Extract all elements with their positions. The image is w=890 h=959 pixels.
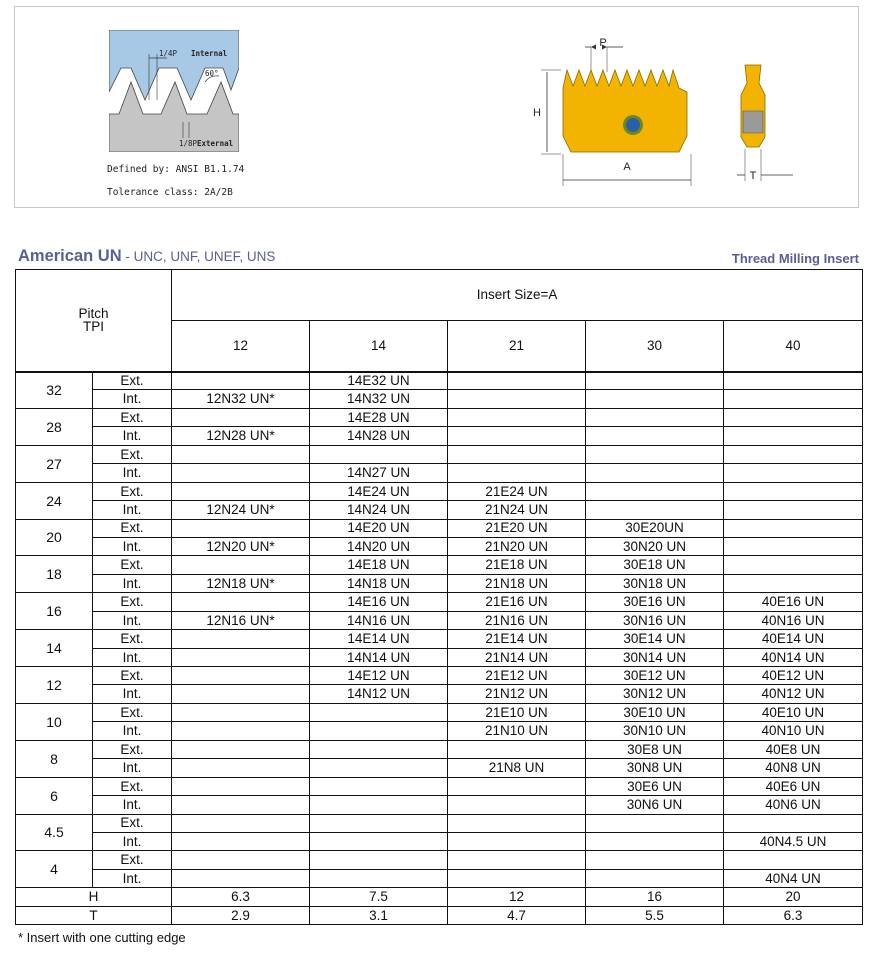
table-row xyxy=(16,869,863,887)
insert-code-cell xyxy=(172,408,310,426)
insert-code-cell xyxy=(724,445,863,463)
int-label-cell: Int. xyxy=(93,759,172,777)
ext-label-cell: Ext. xyxy=(93,851,172,869)
insert-code-cell: 30E14 UN xyxy=(586,630,724,648)
insert-code-cell: 30E18 UN xyxy=(586,556,724,574)
tpi-cell: 27 xyxy=(16,445,93,482)
insert-code-cell: 40N8 UN xyxy=(724,759,863,777)
table-row xyxy=(16,777,863,795)
table-row xyxy=(16,408,863,426)
insert-code-cell: 40N4.5 UN xyxy=(724,832,863,850)
tpi-cell: 4.5 xyxy=(16,814,93,851)
int-label-cell: Int. xyxy=(93,464,172,482)
insert-code-cell: 14E14 UN xyxy=(310,630,448,648)
tpi-cell: 18 xyxy=(16,556,93,593)
insert-code-cell: 14E16 UN xyxy=(310,593,448,611)
insert-code-cell xyxy=(172,869,310,887)
int-label-cell: Int. xyxy=(93,427,172,445)
insert-code-cell: 30E8 UN xyxy=(586,740,724,758)
insert-code-cell: 30N10 UN xyxy=(586,722,724,740)
int-label-cell: Int. xyxy=(93,574,172,592)
insert-code-cell: 30N20 UN xyxy=(586,537,724,555)
insert-code-cell xyxy=(724,408,863,426)
insert-code-cell: 14E24 UN xyxy=(310,482,448,500)
insert-code-cell xyxy=(724,390,863,408)
insert-code-cell: 12N24 UN* xyxy=(172,501,310,519)
insert-code-cell: 30E16 UN xyxy=(586,593,724,611)
size-header-12: 12 xyxy=(172,321,310,372)
table-row xyxy=(16,851,863,869)
table-row xyxy=(16,667,863,685)
insert-code-cell xyxy=(172,796,310,814)
insert-code-cell: 14N12 UN xyxy=(310,685,448,703)
insert-code-cell xyxy=(724,814,863,832)
table-row xyxy=(16,814,863,832)
table-row xyxy=(16,464,863,482)
insert-code-cell: 12N18 UN* xyxy=(172,574,310,592)
int-label-cell: Int. xyxy=(93,796,172,814)
insert-code-cell xyxy=(586,482,724,500)
t-dimension-value: 5.5 xyxy=(586,906,724,924)
insert-code-cell: 30N16 UN xyxy=(586,611,724,629)
insert-code-cell xyxy=(724,464,863,482)
insert-code-cell xyxy=(172,685,310,703)
insert-code-cell xyxy=(172,722,310,740)
insert-code-cell xyxy=(310,832,448,850)
insert-code-cell: 30E20UN xyxy=(586,519,724,537)
insert-code-cell: 30N18 UN xyxy=(586,574,724,592)
table-row xyxy=(16,722,863,740)
h-dimension-value: 20 xyxy=(724,888,863,906)
insert-code-cell xyxy=(172,759,310,777)
insert-code-cell xyxy=(310,777,448,795)
tpi-cell: 10 xyxy=(16,703,93,740)
insert-code-cell xyxy=(586,427,724,445)
int-label-cell: Int. xyxy=(93,869,172,887)
insert-code-cell: 14N32 UN xyxy=(310,390,448,408)
insert-code-cell xyxy=(310,740,448,758)
insert-code-cell: 40N16 UN xyxy=(724,611,863,629)
insert-code-cell: 40E6 UN xyxy=(724,777,863,795)
tpi-cell: 20 xyxy=(16,519,93,556)
insert-code-cell: 21E10 UN xyxy=(448,703,586,721)
insert-code-cell: 12N32 UN* xyxy=(172,390,310,408)
external-label: External xyxy=(197,139,234,148)
insert-code-cell xyxy=(448,427,586,445)
insert-code-cell xyxy=(448,832,586,850)
insert-code-cell xyxy=(172,482,310,500)
insert-code-cell xyxy=(172,703,310,721)
insert-code-cell xyxy=(724,372,863,390)
insert-code-cell xyxy=(448,777,586,795)
insert-code-cell xyxy=(310,814,448,832)
insert-code-cell xyxy=(172,814,310,832)
size-header-21: 21 xyxy=(448,321,586,372)
ext-label-cell: Ext. xyxy=(93,445,172,463)
ext-label-cell: Ext. xyxy=(93,519,172,537)
int-label-cell: Int. xyxy=(93,722,172,740)
ext-label-cell: Ext. xyxy=(93,703,172,721)
insert-code-cell: 14E20 UN xyxy=(310,519,448,537)
insert-code-cell xyxy=(172,556,310,574)
insert-code-cell xyxy=(310,851,448,869)
insert-code-cell: 30E6 UN xyxy=(586,777,724,795)
insert-code-cell: 14E12 UN xyxy=(310,667,448,685)
product-type-label: Thread Milling Insert xyxy=(731,251,859,266)
insert-code-cell: 21N10 UN xyxy=(448,722,586,740)
insert-code-cell: 21E12 UN xyxy=(448,667,586,685)
table-row xyxy=(16,427,863,445)
insert-code-cell: 30N12 UN xyxy=(586,685,724,703)
table-row xyxy=(16,611,863,629)
tpi-cell: 8 xyxy=(16,740,93,777)
h-dimension-value: 6.3 xyxy=(172,888,310,906)
table-row xyxy=(16,574,863,592)
ext-label-cell: Ext. xyxy=(93,630,172,648)
diagram-panel xyxy=(14,6,859,208)
insert-code-cell xyxy=(448,372,586,390)
insert-code-cell: 40N6 UN xyxy=(724,796,863,814)
insert-code-cell xyxy=(448,814,586,832)
insert-code-cell xyxy=(724,851,863,869)
int-label-cell: Int. xyxy=(93,832,172,850)
insert-code-cell: 21N24 UN xyxy=(448,501,586,519)
quarter-pitch-label: 1/4P xyxy=(159,49,178,58)
insert-code-cell xyxy=(586,390,724,408)
height-dim-label: H xyxy=(533,107,541,119)
insert-code-cell xyxy=(172,630,310,648)
thickness-dim-label: T xyxy=(749,170,757,182)
insert-code-cell xyxy=(586,464,724,482)
table-row xyxy=(16,796,863,814)
tolerance-class-text: Tolerance class: 2A/2B xyxy=(107,187,233,198)
table-row xyxy=(16,740,863,758)
insert-code-cell: 40E16 UN xyxy=(724,593,863,611)
insert-code-cell: 21E16 UN xyxy=(448,593,586,611)
int-label-cell: Int. xyxy=(93,685,172,703)
insert-code-cell: 40E10 UN xyxy=(724,703,863,721)
insert-code-cell xyxy=(724,556,863,574)
insert-code-cell xyxy=(586,832,724,850)
insert-code-cell: 40N4 UN xyxy=(724,869,863,887)
insert-code-cell xyxy=(310,759,448,777)
size-header-40: 40 xyxy=(724,321,863,372)
table-row xyxy=(16,445,863,463)
tpi-cell: 4 xyxy=(16,851,93,888)
table-row xyxy=(16,390,863,408)
h-dimension-row xyxy=(16,888,863,906)
h-dimension-value: 16 xyxy=(586,888,724,906)
table-row xyxy=(16,648,863,666)
table-row xyxy=(16,501,863,519)
defined-by-text: Defined by: ANSI B1.1.74 xyxy=(107,164,245,175)
insert-code-cell xyxy=(172,464,310,482)
table-row xyxy=(16,593,863,611)
insert-code-cell xyxy=(724,482,863,500)
insert-code-cell xyxy=(586,445,724,463)
insert-code-cell xyxy=(724,574,863,592)
tpi-cell: 6 xyxy=(16,777,93,814)
insert-code-cell: 40E14 UN xyxy=(724,630,863,648)
insert-code-cell xyxy=(448,851,586,869)
h-dimension-value: 7.5 xyxy=(310,888,448,906)
insert-code-cell xyxy=(724,427,863,445)
table-row xyxy=(16,537,863,555)
int-label-cell: Int. xyxy=(93,537,172,555)
ext-label-cell: Ext. xyxy=(93,777,172,795)
insert-code-cell xyxy=(724,537,863,555)
ext-label-cell: Ext. xyxy=(93,482,172,500)
t-dimension-value: 2.9 xyxy=(172,906,310,924)
t-dimension-value: 4.7 xyxy=(448,906,586,924)
insert-code-cell: 14N14 UN xyxy=(310,648,448,666)
insert-code-cell: 14E28 UN xyxy=(310,408,448,426)
insert-code-cell: 40N14 UN xyxy=(724,648,863,666)
insert-code-cell xyxy=(172,648,310,666)
eighth-pitch-label: 1/8P xyxy=(179,139,198,148)
insert-code-cell xyxy=(586,408,724,426)
insert-code-cell xyxy=(310,703,448,721)
insert-code-cell xyxy=(448,408,586,426)
insert-code-cell: 21E20 UN xyxy=(448,519,586,537)
pitch-dim-label: P xyxy=(599,37,607,49)
insert-code-cell xyxy=(310,796,448,814)
insert-code-cell xyxy=(172,445,310,463)
insert-code-cell: 40N10 UN xyxy=(724,722,863,740)
pitch-header xyxy=(16,270,172,372)
insert-code-cell xyxy=(724,519,863,537)
tpi-cell: 14 xyxy=(16,630,93,667)
table-row xyxy=(16,519,863,537)
tpi-cell: 32 xyxy=(16,372,93,409)
tpi-cell: 12 xyxy=(16,667,93,704)
ext-label-cell: Ext. xyxy=(93,593,172,611)
insert-code-cell: 21N20 UN xyxy=(448,537,586,555)
insert-code-cell: 21N16 UN xyxy=(448,611,586,629)
size-header-14: 14 xyxy=(310,321,448,372)
insert-code-cell: 21N8 UN xyxy=(448,759,586,777)
insert-code-cell: 30N6 UN xyxy=(586,796,724,814)
int-label-cell: Int. xyxy=(93,390,172,408)
insert-code-cell xyxy=(448,869,586,887)
table-row xyxy=(16,372,863,390)
internal-label: Internal xyxy=(191,49,228,58)
insert-code-cell: 14E18 UN xyxy=(310,556,448,574)
tpi-cell: 28 xyxy=(16,408,93,445)
t-dimension-value: 6.3 xyxy=(724,906,863,924)
insert-code-cell: 14N16 UN xyxy=(310,611,448,629)
tpi-cell: 16 xyxy=(16,593,93,630)
insert-code-cell xyxy=(172,372,310,390)
insert-code-cell xyxy=(448,445,586,463)
insert-code-cell: 30N8 UN xyxy=(586,759,724,777)
ext-label-cell: Ext. xyxy=(93,408,172,426)
table-row xyxy=(16,630,863,648)
insert-code-cell: 21N12 UN xyxy=(448,685,586,703)
t-dimension-value: 3.1 xyxy=(310,906,448,924)
insert-code-cell: 21E24 UN xyxy=(448,482,586,500)
size-header-30: 30 xyxy=(586,321,724,372)
pitch-header-line2: TPI xyxy=(83,319,105,335)
insert-code-cell xyxy=(448,464,586,482)
insert-code-cell xyxy=(448,796,586,814)
ext-label-cell: Ext. xyxy=(93,556,172,574)
thread-insert-table xyxy=(15,269,863,925)
insert-code-cell xyxy=(586,851,724,869)
insert-side-view xyxy=(715,47,805,187)
insert-code-cell xyxy=(448,740,586,758)
insert-code-cell: 21N14 UN xyxy=(448,648,586,666)
insert-code-cell: 14N20 UN xyxy=(310,537,448,555)
h-dimension-label: H xyxy=(16,888,172,906)
insert-code-cell xyxy=(586,869,724,887)
table-title xyxy=(18,247,275,266)
insert-code-cell xyxy=(172,667,310,685)
insert-code-cell xyxy=(586,501,724,519)
table-row xyxy=(16,832,863,850)
insert-code-cell xyxy=(448,390,586,408)
table-row xyxy=(16,685,863,703)
angle-label: 60° xyxy=(205,69,219,78)
title-subtitle: - UNC, UNF, UNEF, UNS xyxy=(121,249,276,264)
insert-code-cell: 21E18 UN xyxy=(448,556,586,574)
insert-code-cell xyxy=(172,851,310,869)
title-main: American UN xyxy=(18,247,122,265)
ext-label-cell: Ext. xyxy=(93,740,172,758)
insert-code-cell xyxy=(172,740,310,758)
insert-code-cell: 14N27 UN xyxy=(310,464,448,482)
insert-size-header: Insert Size=A xyxy=(172,270,863,321)
insert-code-cell: 40N12 UN xyxy=(724,685,863,703)
ext-label-cell: Ext. xyxy=(93,814,172,832)
insert-code-cell: 30E10 UN xyxy=(586,703,724,721)
insert-code-cell xyxy=(724,501,863,519)
length-dim-label: A xyxy=(623,161,631,173)
thread-profile-diagram xyxy=(109,30,239,152)
insert-code-cell: 14E32 UN xyxy=(310,372,448,390)
insert-code-cell xyxy=(586,372,724,390)
insert-code-cell xyxy=(172,832,310,850)
insert-code-cell xyxy=(172,593,310,611)
insert-code-cell xyxy=(172,777,310,795)
insert-code-cell: 21N18 UN xyxy=(448,574,586,592)
insert-drawing xyxy=(523,32,713,192)
footnote: * Insert with one cutting edge xyxy=(18,930,186,945)
insert-code-cell: 30N14 UN xyxy=(586,648,724,666)
insert-code-cell: 14N18 UN xyxy=(310,574,448,592)
table-row xyxy=(16,759,863,777)
table-body xyxy=(16,270,863,925)
insert-code-cell xyxy=(310,445,448,463)
table-row xyxy=(16,482,863,500)
t-dimension-label: T xyxy=(16,906,172,924)
insert-code-cell: 12N16 UN* xyxy=(172,611,310,629)
insert-code-cell: 14N24 UN xyxy=(310,501,448,519)
insert-code-cell: 21E14 UN xyxy=(448,630,586,648)
pitch-header-line1: Pitch xyxy=(78,305,109,321)
tpi-cell: 24 xyxy=(16,482,93,519)
insert-code-cell xyxy=(310,869,448,887)
insert-code-cell: 14N28 UN xyxy=(310,427,448,445)
int-label-cell: Int. xyxy=(93,611,172,629)
table-row xyxy=(16,703,863,721)
insert-code-cell: 40E8 UN xyxy=(724,740,863,758)
insert-code-cell: 12N20 UN* xyxy=(172,537,310,555)
table-row xyxy=(16,556,863,574)
insert-code-cell: 12N28 UN* xyxy=(172,427,310,445)
insert-code-cell xyxy=(172,519,310,537)
insert-code-cell xyxy=(310,722,448,740)
insert-code-cell: 30E12 UN xyxy=(586,667,724,685)
ext-label-cell: Ext. xyxy=(93,667,172,685)
insert-code-cell: 40E12 UN xyxy=(724,667,863,685)
int-label-cell: Int. xyxy=(93,648,172,666)
insert-code-cell xyxy=(586,814,724,832)
h-dimension-value: 12 xyxy=(448,888,586,906)
t-dimension-row xyxy=(16,906,863,924)
ext-label-cell: Ext. xyxy=(93,372,172,390)
int-label-cell: Int. xyxy=(93,501,172,519)
